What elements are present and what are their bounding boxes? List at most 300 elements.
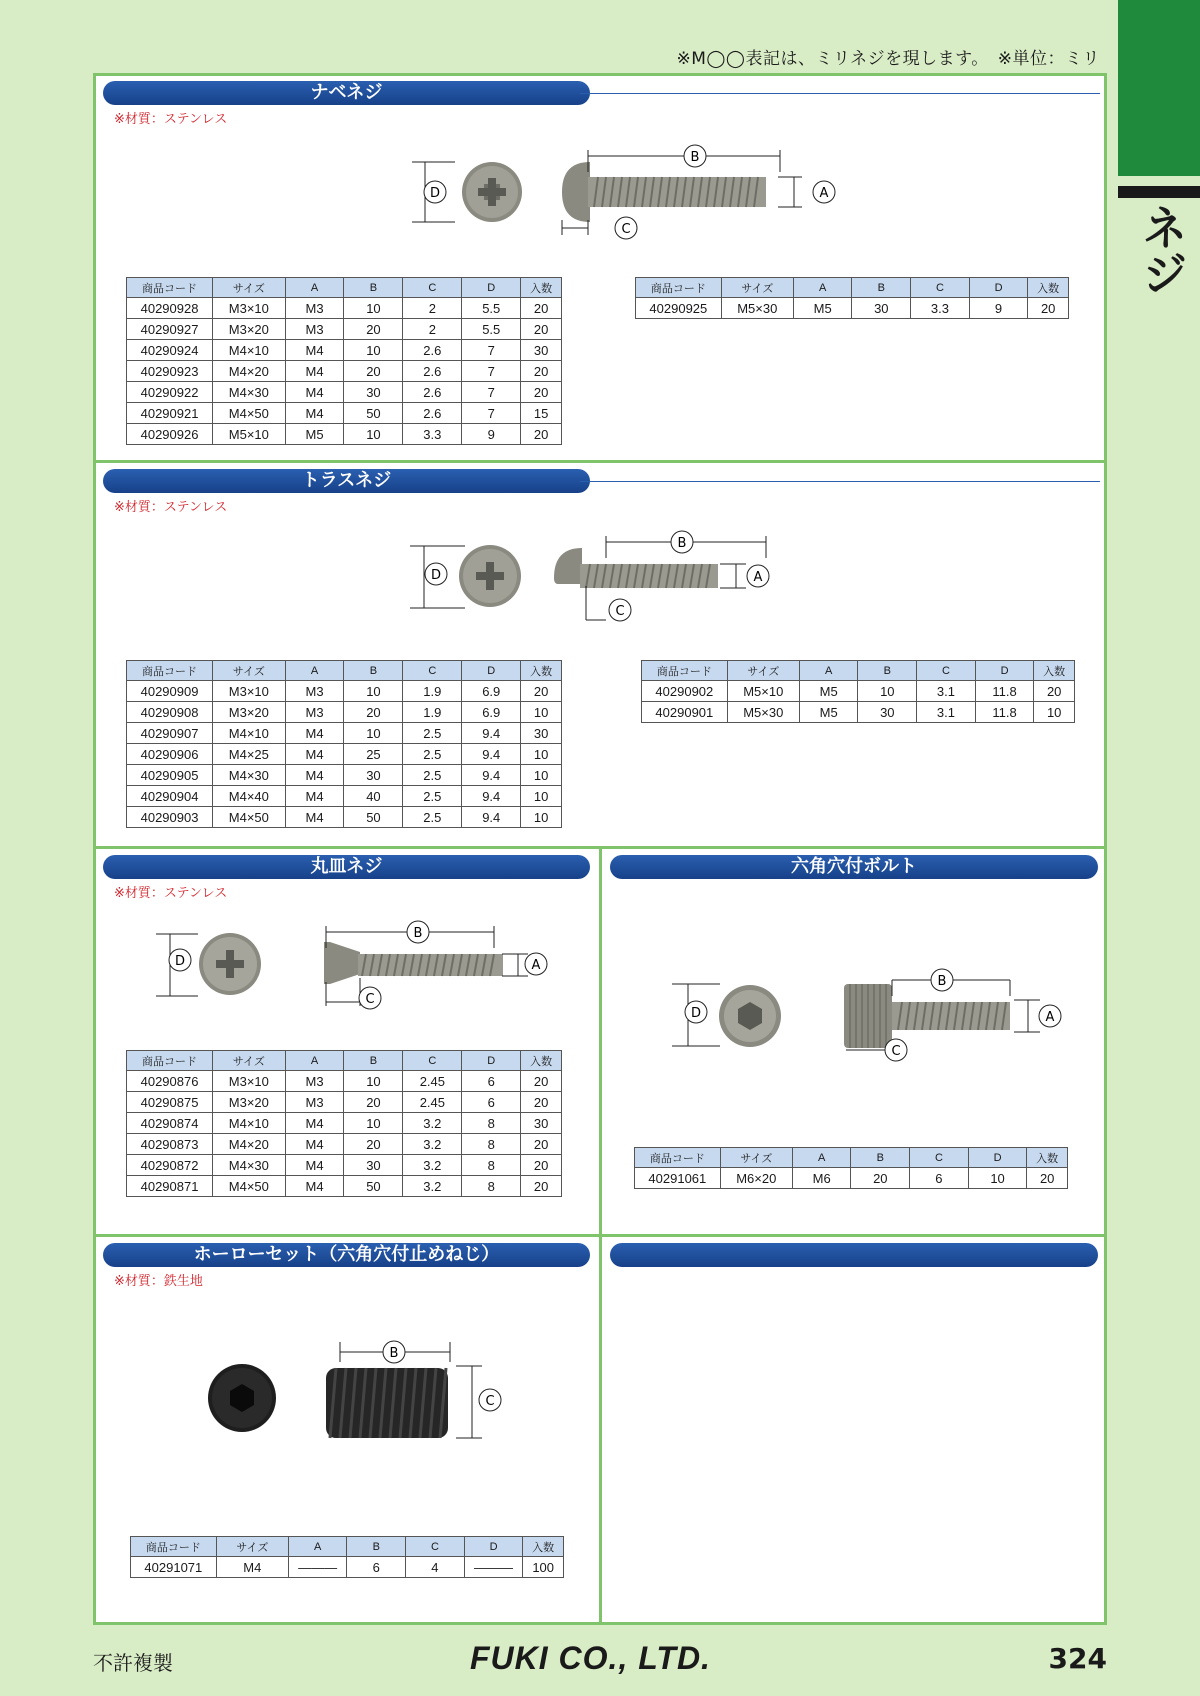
table-cell: M3 [285,681,344,702]
table-cell: 30 [521,1113,562,1134]
table-cell: M3×10 [213,681,286,702]
column-header: 入数 [521,278,562,298]
table-cell: 20 [1028,298,1069,319]
table-cell: 5.5 [462,319,521,340]
table-cell: M6 [792,1168,851,1189]
divider [93,460,1107,463]
table-cell: 40290927 [127,319,213,340]
table-cell: 9.4 [462,744,521,765]
table-row [127,702,562,723]
column-header: C [910,1148,969,1168]
material-note: ※材質：鉄生地 [114,1274,203,1289]
table-cell: M3×20 [213,702,286,723]
dim-label-d: D [429,186,441,201]
table-cell: 40290906 [127,744,213,765]
table-cell: 6 [910,1168,969,1189]
table-cell: 40290908 [127,702,213,723]
table-cell: 20 [344,702,403,723]
column-header: A [285,278,344,298]
table-cell: 9.4 [462,807,521,828]
table-row [127,1092,562,1113]
table-cell: M4×10 [213,1113,286,1134]
spec-table-hex-1 [634,1147,1068,1189]
maru-screw-figure [150,918,560,1018]
column-header: A [288,1537,347,1557]
table-cell: 20 [851,1168,910,1189]
section-title-empty [610,1243,1098,1267]
table-cell: 10 [521,807,562,828]
column-header: 商品コード [127,1051,213,1071]
table-cell: 9.4 [462,765,521,786]
table-cell: 40290924 [127,340,213,361]
table-row [127,1176,562,1197]
column-header: 入数 [521,1051,562,1071]
table-cell: 20 [1027,1168,1068,1189]
column-header: 入数 [1034,661,1075,681]
table-cell: 40290926 [127,424,213,445]
table-row [127,681,562,702]
table-cell: 20 [521,319,562,340]
table-cell: M4×50 [213,1176,286,1197]
column-header: サイズ [213,661,286,681]
dim-label-a: A [819,186,829,201]
table-cell: 3.2 [403,1176,462,1197]
column-header: D [464,1537,523,1557]
table-cell: 2.6 [403,361,462,382]
table-cell: 11.8 [975,702,1034,723]
column-header: 入数 [523,1537,564,1557]
table-cell: 6 [462,1092,521,1113]
dim-label-c: C [891,1044,901,1059]
table-cell: 2 [403,298,462,319]
table-cell: M4×20 [213,361,286,382]
table-cell: 5.5 [462,298,521,319]
dim-label-c: C [615,604,625,619]
column-header: サイズ [216,1537,288,1557]
table-cell: 10 [344,1113,403,1134]
table-cell: M4 [285,1113,344,1134]
table-cell: M4×40 [213,786,286,807]
table-cell: 3.3 [403,424,462,445]
table-cell: 40290872 [127,1155,213,1176]
table-cell: 20 [344,361,403,382]
category-tab-bar [1118,186,1200,198]
table-cell: 30 [344,765,403,786]
table-cell: M5×10 [727,681,799,702]
column-header: B [851,1148,910,1168]
table-row [127,786,562,807]
table-cell: 40290871 [127,1176,213,1197]
table-cell: 50 [344,403,403,424]
table-cell: M4 [285,1176,344,1197]
company-name: FUKI CO., LTD. [470,1640,711,1676]
table-cell: 11.8 [975,681,1034,702]
table-cell: M6×20 [720,1168,792,1189]
divider [599,846,602,1625]
table-cell: 6 [462,1071,521,1092]
column-header: サイズ [213,278,286,298]
table-cell: 3.1 [917,681,976,702]
table-cell: 2.45 [403,1092,462,1113]
table-cell: 10 [521,765,562,786]
section-title-nabe: ナベネジ [103,81,590,105]
column-header: C [403,278,462,298]
column-header: D [968,1148,1027,1168]
table-cell: M4 [285,807,344,828]
table-cell: 20 [521,1155,562,1176]
table-row [127,723,562,744]
column-header: 商品コード [127,661,213,681]
table-cell: 30 [344,1155,403,1176]
table-cell: 20 [521,1071,562,1092]
table-cell: 2.5 [403,744,462,765]
table-row [127,361,562,382]
table-cell: 9 [969,298,1028,319]
dim-label-a: A [1045,1010,1055,1025]
section-title-maru: 丸皿ネジ [103,855,590,879]
table-row [127,744,562,765]
table-cell: ——— [464,1557,523,1578]
table-row [127,403,562,424]
table-cell: M4 [285,340,344,361]
category-tab-label: ネジ [1135,204,1189,296]
table-row [127,298,562,319]
column-header: A [285,661,344,681]
table-cell: M4 [285,1155,344,1176]
column-header: B [344,661,403,681]
set-screw-figure [200,1338,520,1448]
spec-table-nabe-2 [635,277,1069,319]
table-cell: M5×30 [721,298,793,319]
table-cell: 2.5 [403,786,462,807]
table-cell: 3.2 [403,1113,462,1134]
table-cell: M4×50 [213,403,286,424]
table-cell: M4 [216,1557,288,1578]
table-row [127,765,562,786]
table-cell: 40290923 [127,361,213,382]
dim-label-a: A [531,958,541,973]
section-title-horo: ホーローセット（六角穴付止めねじ） [103,1243,590,1267]
table-cell: 1.9 [403,681,462,702]
column-header: 商品コード [636,278,722,298]
table-row [127,1134,562,1155]
column-header: 商品コード [635,1148,721,1168]
column-header: 入数 [1027,1148,1068,1168]
spec-table-horo-1 [130,1536,564,1578]
table-cell: 20 [521,1134,562,1155]
table-cell: 40290874 [127,1113,213,1134]
dim-label-b: B [677,536,687,551]
table-cell: M4×20 [213,1134,286,1155]
category-tab [1118,0,1200,176]
table-cell: 100 [523,1557,564,1578]
table-cell: 20 [521,1092,562,1113]
table-cell: 25 [344,744,403,765]
table-cell: M4×30 [213,1155,286,1176]
table-cell: 2.6 [403,382,462,403]
table-cell: 40290901 [642,702,728,723]
dim-label-a: A [753,570,763,585]
column-header: 商品コード [642,661,728,681]
table-cell: 6.9 [462,681,521,702]
dim-label-c: C [621,222,631,237]
table-cell: 7 [462,403,521,424]
table-cell: 8 [462,1176,521,1197]
table-cell: 10 [968,1168,1027,1189]
column-header: サイズ [213,1051,286,1071]
table-row [127,1155,562,1176]
table-cell: 40290921 [127,403,213,424]
table-cell: 20 [344,319,403,340]
section-title-hex: 六角穴付ボルト [610,855,1098,879]
table-cell: 40291061 [635,1168,721,1189]
table-cell: M5 [799,702,858,723]
title-rule [580,481,1100,482]
table-cell: 8 [462,1113,521,1134]
table-cell: 20 [344,1134,403,1155]
table-row [642,681,1075,702]
table-cell: 10 [344,1071,403,1092]
column-header: A [285,1051,344,1071]
table-cell: 10 [521,744,562,765]
table-cell: 50 [344,1176,403,1197]
table-cell: M3 [285,1092,344,1113]
table-cell: 9.4 [462,723,521,744]
copyright-note: 不許複製 [93,1651,173,1675]
table-cell: 3.2 [403,1134,462,1155]
table-cell: M4 [285,403,344,424]
table-cell: 8 [462,1155,521,1176]
material-note: ※材質：ステンレス [114,886,228,901]
table-cell: M4×50 [213,807,286,828]
table-cell: M4 [285,1134,344,1155]
table-cell: 9 [462,424,521,445]
column-header: C [403,1051,462,1071]
table-cell: 40290909 [127,681,213,702]
table-cell: M4×10 [213,340,286,361]
table-row [635,1168,1068,1189]
table-cell: M4 [285,361,344,382]
table-cell: 20 [1034,681,1075,702]
table-cell: M4×25 [213,744,286,765]
column-header: B [344,278,403,298]
column-header: C [917,661,976,681]
table-cell: 10 [344,298,403,319]
table-cell: 30 [852,298,911,319]
table-cell: 10 [344,340,403,361]
table-cell: 40290905 [127,765,213,786]
table-row [127,340,562,361]
table-cell: 8 [462,1134,521,1155]
table-cell: 20 [521,382,562,403]
table-cell: 2.6 [403,340,462,361]
table-cell: 40290922 [127,382,213,403]
table-cell: 40291071 [131,1557,217,1578]
table-cell: 30 [521,340,562,361]
table-cell: 2.5 [403,765,462,786]
nabe-screw-figure [400,140,850,240]
dim-label-b: B [937,974,947,989]
table-cell: 10 [344,681,403,702]
material-note: ※材質：ステンレス [114,112,228,127]
table-cell: 30 [344,382,403,403]
table-cell: 2.6 [403,403,462,424]
table-cell: 3.1 [917,702,976,723]
table-cell: 40290875 [127,1092,213,1113]
page-number: 324 [1048,1642,1107,1675]
section-title-truss: トラスネジ [103,469,590,493]
table-cell: M4×10 [213,723,286,744]
dim-label-d: D [430,568,442,583]
table-cell: 50 [344,807,403,828]
table-row [127,1071,562,1092]
dim-label-b: B [690,150,700,165]
table-cell: 10 [1034,702,1075,723]
table-cell: M3×10 [213,1071,286,1092]
column-header: C [403,661,462,681]
table-cell: 2.5 [403,807,462,828]
table-cell: 40290903 [127,807,213,828]
table-cell: 7 [462,340,521,361]
table-cell: 2 [403,319,462,340]
column-header: C [406,1537,465,1557]
table-cell: 6.9 [462,702,521,723]
column-header: D [462,661,521,681]
column-header: B [852,278,911,298]
spec-table-truss-1 [126,660,562,828]
dim-label-c: C [365,992,375,1007]
table-cell: 2.45 [403,1071,462,1092]
column-header: 商品コード [131,1537,217,1557]
table-cell: 3.3 [911,298,970,319]
table-cell: M3 [285,319,344,340]
column-header: 商品コード [127,278,213,298]
table-cell: M4×30 [213,382,286,403]
hex-bolt-figure [670,966,1070,1066]
table-cell: M4 [285,786,344,807]
table-cell: 3.2 [403,1155,462,1176]
table-cell: 40290904 [127,786,213,807]
spec-table-nabe-1 [126,277,562,445]
table-cell: 40 [344,786,403,807]
table-cell: M4×30 [213,765,286,786]
table-cell: 40290925 [636,298,722,319]
table-cell: M3×10 [213,298,286,319]
table-cell: 15 [521,403,562,424]
dim-label-c: C [485,1394,495,1409]
table-cell: 6 [347,1557,406,1578]
table-cell: M5×10 [213,424,286,445]
table-row [636,298,1069,319]
table-cell: M5 [793,298,852,319]
table-cell: 20 [344,1092,403,1113]
column-header: D [462,278,521,298]
table-row [127,807,562,828]
truss-screw-figure [410,528,830,628]
column-header: サイズ [721,278,793,298]
table-cell: M3 [285,702,344,723]
table-cell: 7 [462,382,521,403]
table-cell: 10 [521,786,562,807]
material-note: ※材質：ステンレス [114,500,228,515]
table-cell: M3 [285,1071,344,1092]
table-cell: 40290902 [642,681,728,702]
table-cell: M4 [285,382,344,403]
title-rule [580,93,1100,94]
column-header: サイズ [720,1148,792,1168]
table-cell: 20 [521,681,562,702]
table-cell: M5 [799,681,858,702]
table-row [131,1557,564,1578]
dim-label-b: B [389,1346,399,1361]
column-header: 入数 [1028,278,1069,298]
dim-label-b: B [413,926,423,941]
spec-table-maru-1 [126,1050,562,1197]
table-cell: 20 [521,361,562,382]
table-cell: 9.4 [462,786,521,807]
column-header: D [462,1051,521,1071]
table-row [127,424,562,445]
column-header: D [975,661,1034,681]
table-cell: M4 [285,723,344,744]
table-cell: 1.9 [403,702,462,723]
table-cell: 10 [521,702,562,723]
unit-note: ※M◯◯表記は、ミリネジを現します。 ※単位：ミリ [676,49,1100,69]
column-header: D [969,278,1028,298]
table-row [127,1113,562,1134]
dim-label-d: D [174,954,186,969]
column-header: B [344,1051,403,1071]
table-cell: 30 [521,723,562,744]
table-row [127,382,562,403]
dim-label-d: D [690,1006,702,1021]
table-cell: M3 [285,298,344,319]
column-header: A [793,278,852,298]
table-row [127,319,562,340]
column-header: サイズ [727,661,799,681]
table-cell: 40290873 [127,1134,213,1155]
table-cell: 40290928 [127,298,213,319]
table-row [642,702,1075,723]
table-cell: 20 [521,1176,562,1197]
table-cell: M3×20 [213,319,286,340]
table-cell: M5×30 [727,702,799,723]
column-header: C [911,278,970,298]
table-cell: 40290907 [127,723,213,744]
table-cell: ——— [288,1557,347,1578]
table-cell: M3×20 [213,1092,286,1113]
table-cell: 20 [521,298,562,319]
table-cell: M5 [285,424,344,445]
spec-table-truss-2 [641,660,1075,723]
column-header: B [347,1537,406,1557]
table-cell: 20 [521,424,562,445]
table-cell: 30 [858,702,917,723]
table-cell: 2.5 [403,723,462,744]
table-cell: 10 [858,681,917,702]
table-cell: 4 [406,1557,465,1578]
column-header: A [792,1148,851,1168]
column-header: B [858,661,917,681]
table-cell: 40290876 [127,1071,213,1092]
table-cell: M4 [285,744,344,765]
column-header: A [799,661,858,681]
table-cell: 10 [344,424,403,445]
table-cell: 10 [344,723,403,744]
table-cell: M4 [285,765,344,786]
table-cell: 7 [462,361,521,382]
column-header: 入数 [521,661,562,681]
